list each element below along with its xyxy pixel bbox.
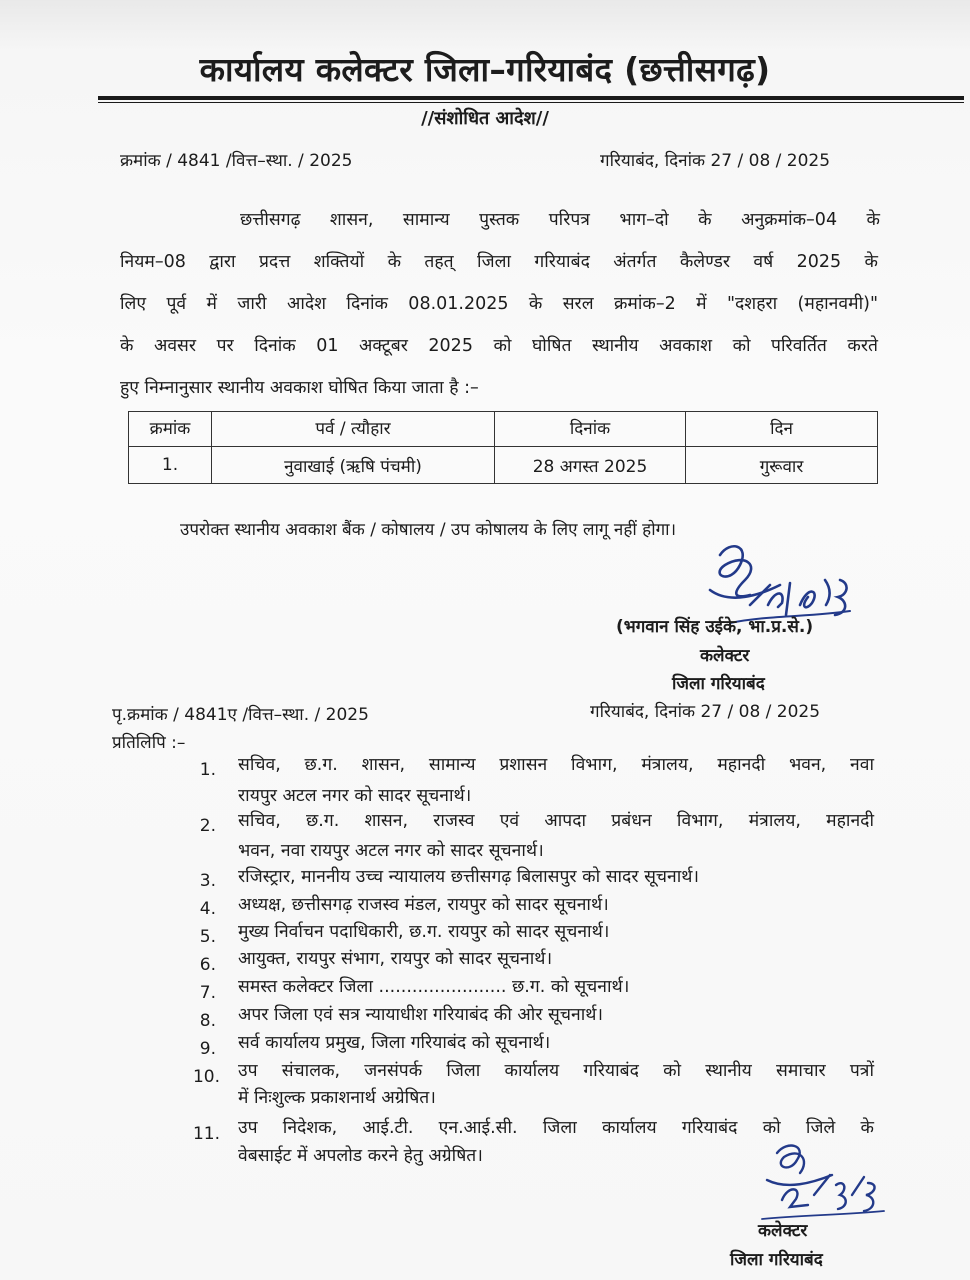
cell-day: गुरूवार	[686, 447, 878, 484]
list-item-number: 1.	[199, 760, 216, 780]
bank-note: उपरोक्त स्थानीय अवकाश बैंक / कोषालय / उप कोषालय के लिए लागू नहीं होगा।	[180, 520, 677, 540]
list-item-text: सचिव, छ.ग. शासन, सामान्य प्रशासन विभाग, मंत्रालय, महानदी भवन, नवा	[238, 755, 874, 775]
cell-date: 28 अगस्त 2025	[495, 447, 686, 484]
list-item-number: 3.	[199, 871, 216, 891]
list-item-text: भवन, नवा रायपुर अटल नगर को सादर सूचनार्थ।	[238, 841, 544, 861]
list-item-text: अपर जिला एवं सत्र न्यायाधीश गरियाबंद की ओर सूचनार्थ।	[238, 1005, 604, 1025]
cell-serial: 1.	[129, 447, 212, 484]
list-item-number: 8.	[199, 1011, 216, 1031]
header-rule-thick	[98, 96, 964, 100]
copy-heading: प्रतिलिपि :–	[112, 733, 186, 753]
list-item-text: उप निदेशक, आई.टी. एन.आई.सी. जिला कार्यालय गरियाबंद को जिले के	[238, 1118, 874, 1138]
list-item-number: 11.	[192, 1124, 220, 1144]
header-cell-festival: पर्व / त्यौहार	[212, 412, 495, 447]
list-item-text: वेबसाईट में अपलोड करने हेतु अग्रेषित।	[238, 1146, 483, 1166]
list-item-text: अध्यक्ष, छत्तीसगढ़ राजस्व मंडल, रायपुर को सादर सूचनार्थ।	[238, 895, 609, 915]
holiday-table	[128, 411, 878, 484]
signature-2-icon	[752, 1135, 892, 1225]
list-item-text: सर्व कार्यालय प्रमुख, जिला गरियाबंद को सूचनार्थ।	[238, 1033, 551, 1053]
office-title: कार्यालय कलेक्टर जिला–गरियाबंद (छत्तीसगढ़)	[199, 50, 771, 89]
list-item-number: 4.	[199, 899, 216, 919]
list-item-number: 2.	[199, 816, 216, 836]
list-item-text: उप संचालक, जनसंपर्क जिला कार्यालय गरियाबंद को स्थानीय समाचार पत्रों	[238, 1061, 874, 1081]
body-line-5: हुए निम्नानुसार स्थानीय अवकाश घोषित किया जाता है :–	[120, 378, 479, 398]
list-item-text: समस्त कलेक्टर जिला ....................... छ.ग. को सूचनार्थ।	[238, 977, 630, 997]
list-item-text: में निःशुल्क प्रकाशनार्थ अग्रेषित।	[238, 1088, 436, 1108]
list-item-number: 10.	[192, 1067, 220, 1087]
header-cell-date: दिनांक	[495, 412, 686, 447]
list-item-number: 5.	[199, 927, 216, 947]
signatory-name: (भगवान सिंह उईके, भा.प्र.से.)	[616, 617, 814, 637]
signatory-2-designation: कलेक्टर	[758, 1221, 808, 1241]
signatory-2-district: जिला गरियाबंद	[730, 1250, 823, 1270]
list-item-number: 6.	[199, 955, 216, 975]
list-item-text: मुख्य निर्वाचन पदाधिकारी, छ.ग. रायपुर को सादर सूचनार्थ।	[238, 922, 610, 942]
header-rule-thin	[98, 102, 964, 103]
order-place-date: गरियाबंद, दिनांक 27 / 08 / 2025	[600, 151, 831, 171]
signatory-district: जिला गरियाबंद	[672, 674, 765, 694]
signatory-designation: कलेक्टर	[700, 646, 750, 666]
list-item-text: सचिव, छ.ग. शासन, राजस्व एवं आपदा प्रबंधन विभाग, मंत्रालय, महानदी	[238, 811, 874, 831]
table-header-row	[129, 412, 878, 447]
header-cell-serial: क्रमांक	[129, 412, 212, 447]
list-item-number: 9.	[199, 1039, 216, 1059]
body-line-3: लिए पूर्व में जारी आदेश दिनांक 08.01.2025 के सरल क्रमांक–2 में "दशहरा (महानवमी)"	[120, 294, 878, 314]
order-number: क्रमांक / 4841 /वित्त–स्था. / 2025	[120, 151, 353, 171]
body-line-2: नियम–08 द्वारा प्रदत्त शक्तियों के तहत् जिला गरियाबंद अंतर्गत कैलेण्डर वर्ष 2025 के	[120, 252, 878, 272]
cell-festival: नुवाखाई (ऋषि पंचमी)	[212, 447, 495, 484]
table-row	[129, 447, 878, 484]
list-item-text: रायपुर अटल नगर को सादर सूचनार्थ।	[238, 786, 472, 806]
order-title: //संशोधित आदेश//	[421, 108, 549, 129]
header-cell-day: दिन	[686, 412, 878, 447]
copy-order-number: पृ.क्रमांक / 4841ए /वित्त–स्था. / 2025	[112, 705, 369, 725]
list-item-text: आयुक्त, रायपुर संभाग, रायपुर को सादर सूचनार्थ।	[238, 949, 553, 969]
copy-place-date: गरियाबंद, दिनांक 27 / 08 / 2025	[590, 702, 821, 722]
body-line-4: के अवसर पर दिनांक 01 अक्टूबर 2025 को घोषित स्थानीय अवकाश को परिवर्तित करते	[120, 336, 878, 356]
list-item-text: रजिस्ट्रार, माननीय उच्च न्यायालय छत्तीसगढ़ बिलासपुर को सादर सूचनार्थ।	[238, 867, 700, 887]
body-line-1: छत्तीसगढ़ शासन, सामान्य पुस्तक परिपत्र भाग–दो के अनुक्रमांक–04 के	[240, 210, 880, 230]
list-item-number: 7.	[199, 983, 216, 1003]
